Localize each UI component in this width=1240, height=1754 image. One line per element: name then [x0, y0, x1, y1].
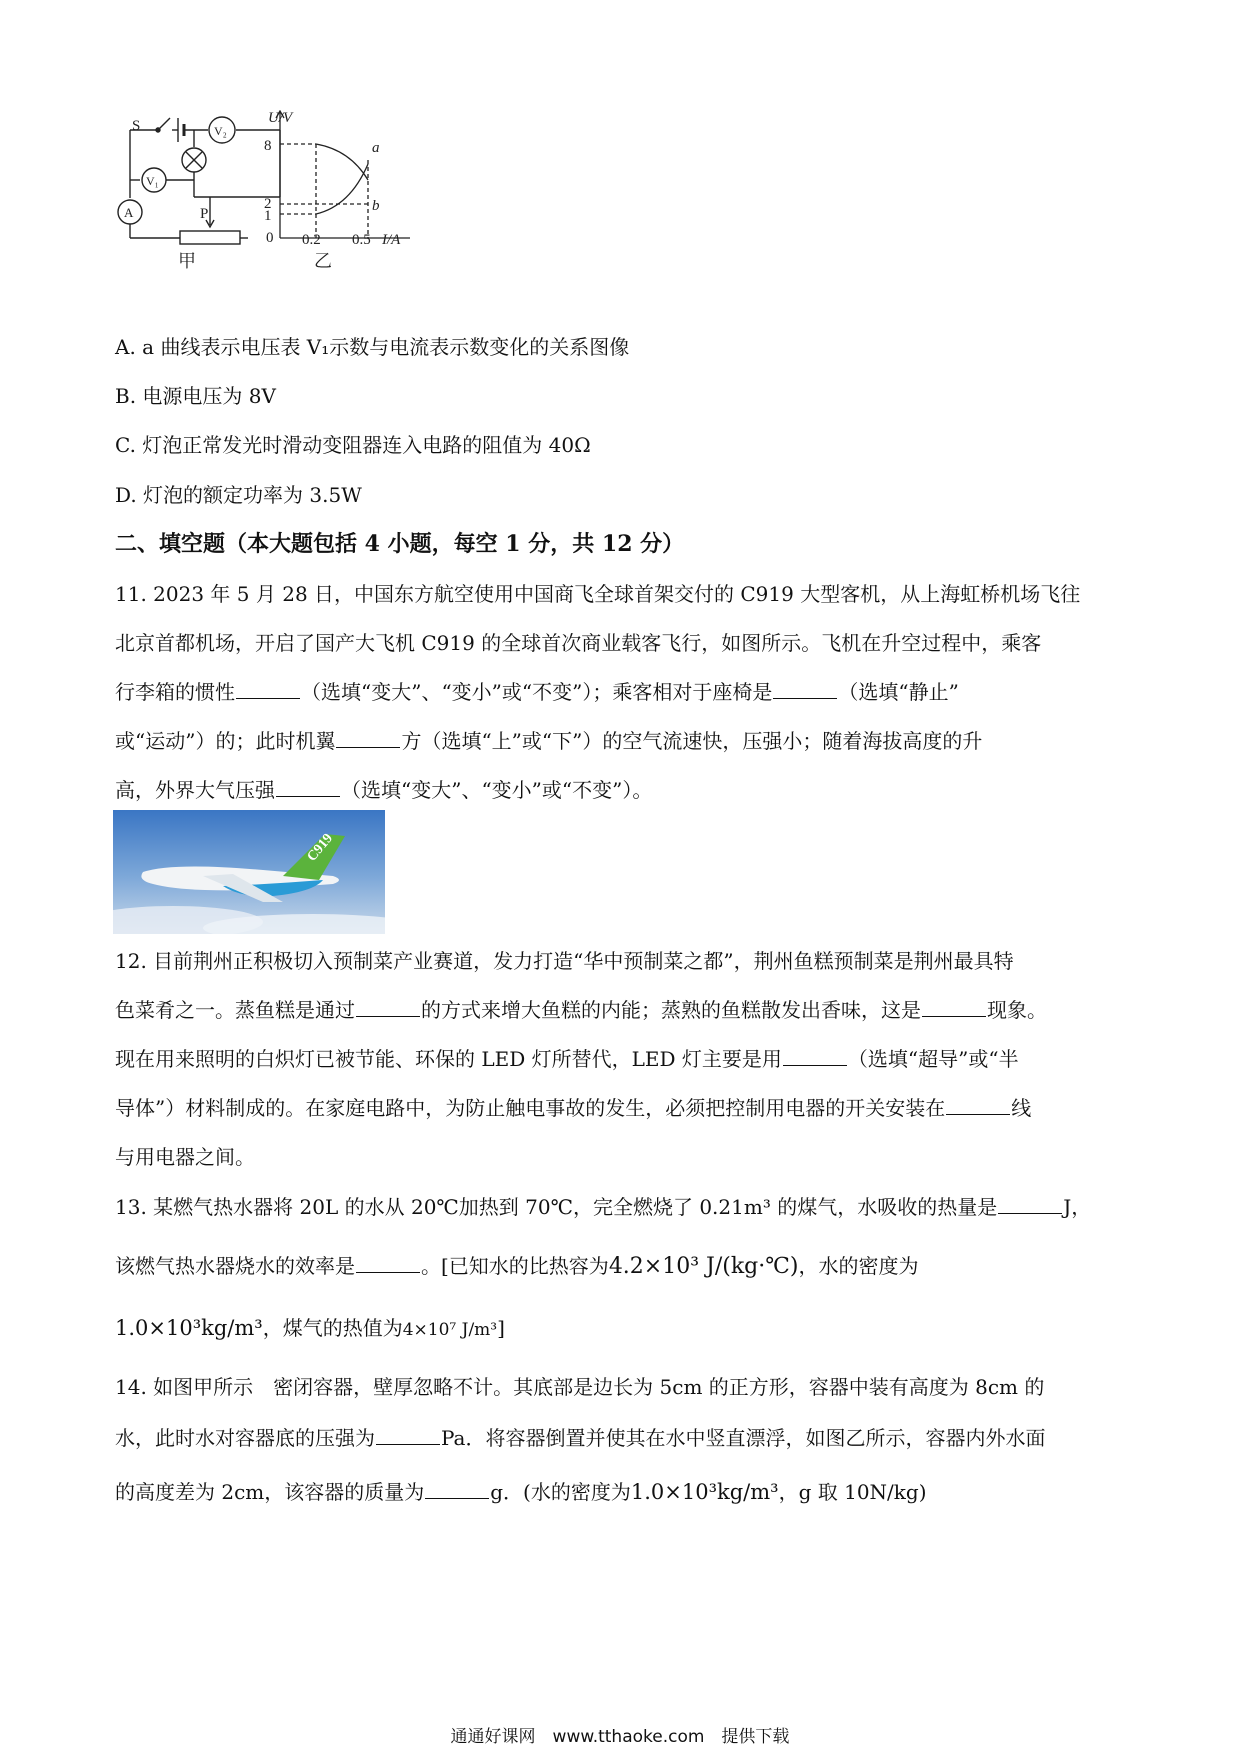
q12-l2-text-c: 现象。: [987, 998, 1047, 1022]
q14-l3-text-d: ，g 取 10N/kg): [778, 1480, 927, 1504]
answer-blank[interactable]: [376, 1426, 440, 1445]
section-heading: 二、填空题（本大题包括 4 小题，每空 1 分，共 12 分）: [115, 531, 685, 557]
q11-line-3: [115, 678, 959, 706]
q11-l3-text-c: （选填“静止”: [838, 680, 959, 704]
curve-b: [316, 164, 368, 214]
y-tick-8: 8: [264, 138, 272, 154]
q13-l2-text-d: ，水的密度为: [798, 1254, 919, 1278]
switch-label: S: [132, 118, 141, 134]
q13-l2-text-a: 该燃气热水器烧水的效率是: [115, 1254, 355, 1278]
q14-l2-text-b: Pa．将容器倒置并使其在水中竖直漂浮，如图乙所示，容器内外水面: [441, 1426, 1046, 1450]
q11-l3-text-a: 行李箱的惯性: [115, 680, 235, 704]
q12-l3-text-a: 现在用来照明的白炽灯已被节能、环保的 LED 灯所替代，LED 灯主要是用: [115, 1047, 782, 1071]
q12-l2-text-a: 色菜肴之一。蒸鱼糕是通过: [115, 998, 355, 1022]
answer-blank[interactable]: [236, 680, 300, 699]
q14-l3-text-a: 的高度差为 2cm，该容器的质量为: [115, 1480, 425, 1504]
q11-line-1: 11. 2023 年 5 月 28 日，中国东方航空使用中国商飞全球首架交付的 C919 大型客机，从上海虹桥机场飞往: [115, 582, 1081, 606]
q12-line-4: [115, 1094, 1031, 1122]
page-footer: 通通好课网 www.tthaoke.com 提供下载: [450, 1727, 790, 1747]
q12-l4-text-a: 导体”）材料制成的。在家庭电路中，为防止触电事故的发生，必须把控制用电器的开关安装在: [115, 1096, 946, 1120]
option-b: B. 电源电压为 8V: [115, 384, 276, 408]
q13-l1-text-b: J，: [1063, 1195, 1092, 1219]
answer-blank[interactable]: [425, 1480, 489, 1499]
option-a: A. a 曲线表示电压表 V₁示数与电流表示数变化的关系图像: [115, 335, 630, 359]
q11-line-5: [115, 776, 652, 804]
answer-blank[interactable]: [356, 1254, 420, 1273]
q11-l4-text-a: 或“运动”）的；此时机翼: [115, 729, 336, 753]
c919-plane-photo: [113, 810, 385, 934]
q13-specific-heat: 4.2×10³ J/(kg·℃): [608, 1254, 799, 1279]
slider-p-label: P: [200, 206, 209, 222]
q14-line-1: 14. 如图甲所示 密闭容器，壁厚忽略不计。其底部是边长为 5cm 的正方形，容器中装有高度为 8cm 的: [115, 1375, 1045, 1399]
q12-line-1: 12. 目前荆州正积极切入预制菜产业赛道，发力打造“华中预制菜之都”，荆州鱼糕预制菜是荆州最具特: [115, 949, 1014, 973]
figure-caption-jia: 甲: [178, 251, 196, 271]
answer-blank[interactable]: [773, 680, 837, 699]
meter-v2-label: V₂: [214, 124, 227, 138]
answer-blank[interactable]: [998, 1195, 1062, 1214]
answer-blank[interactable]: [922, 998, 986, 1017]
q13-gas-heat-value: 4×10⁷ J/m³: [402, 1320, 498, 1340]
q11-l5-text-b: （选填“变大”、“变小”或“不变”）。: [341, 778, 653, 802]
answer-blank[interactable]: [336, 729, 400, 748]
meter-a-label: A: [124, 205, 134, 220]
q14-line-3: [115, 1478, 927, 1506]
q13-line-3: [115, 1314, 505, 1344]
q13-water-density: 1.0×10³kg/m³: [115, 1316, 263, 1340]
y-tick-2: 2: [264, 196, 272, 212]
curve-a-label: a: [372, 140, 380, 156]
q12-l4-text-b: 线: [1011, 1096, 1032, 1120]
q11-l5-text-a: 高，外界大气压强: [115, 778, 275, 802]
x-tick-0-2: 0.2: [302, 232, 321, 248]
graph-labels: [264, 110, 401, 271]
q12-line-3: [115, 1045, 1019, 1073]
answer-blank[interactable]: [946, 1096, 1010, 1115]
q12-l2-text-b: 的方式来增大鱼糕的内能；蒸熟的鱼糕散发出香味，这是: [421, 998, 921, 1022]
meter-v1-label: V₁: [146, 174, 159, 188]
x-axis-label: I/A: [382, 232, 401, 248]
option-d: D. 灯泡的额定功率为 3.5W: [115, 483, 362, 507]
x-tick-0-5: 0.5: [352, 232, 371, 248]
q13-l1-text-a: 13. 某燃气热水器将 20L 的水从 20℃加热到 70℃，完全燃烧了 0.21m³ 的煤气，水吸收的热量是: [115, 1195, 998, 1219]
answer-blank[interactable]: [276, 778, 340, 797]
origin-label: 0: [266, 230, 274, 246]
q13-line-2: [115, 1252, 918, 1281]
q12-line-5: 与用电器之间。: [115, 1145, 255, 1169]
q11-line-2: 北京首都机场，开启了国产大飞机 C919 的全球首次商业载客飞行，如图所示。飞机在升空过程中，乘客: [115, 631, 1042, 655]
q13-l3-text-b: ，煤气的热值为: [262, 1316, 403, 1340]
q11-line-4: [115, 727, 982, 755]
q12-l3-text-b: （选填“超导”或“半: [847, 1047, 1019, 1071]
answer-blank[interactable]: [783, 1047, 847, 1066]
y-tick-1: 1: [264, 208, 272, 224]
q11-l4-text-b: 方（选填“上”或“下”）的空气流速快，压强小；随着海拔高度的升: [401, 729, 983, 753]
option-c: C. 灯泡正常发光时滑动变阻器连入电路的阻值为 40Ω: [115, 433, 591, 457]
q13-line-1: [115, 1193, 1091, 1221]
circuit-labels: [124, 118, 227, 271]
curve-b-label: b: [372, 198, 380, 214]
q14-l3-text-b: g．(水的密度为: [490, 1480, 631, 1504]
figure-caption-yi: 乙: [314, 251, 332, 271]
plane-tail-text: C919: [304, 831, 337, 865]
u-i-graph: [276, 111, 410, 238]
q14-line-2: [115, 1424, 1045, 1452]
q12-line-2: [115, 996, 1047, 1024]
circuit-diagram: [118, 117, 280, 244]
q11-l3-text-b: （选填“变大”、“变小”或“不变”）；乘客相对于座椅是: [301, 680, 773, 704]
q14-water-density: 1.0×10³kg/m³: [630, 1480, 779, 1504]
q13-l2-text-b: 。[已知水的比热容为: [421, 1254, 609, 1278]
circuit-and-graph-figure: [110, 110, 470, 310]
q13-l3-text-d: ]: [497, 1316, 505, 1340]
curve-a: [316, 144, 368, 180]
answer-blank[interactable]: [356, 998, 420, 1017]
y-axis-label: U/V: [268, 110, 293, 126]
q14-l2-text-a: 水，此时水对容器底的压强为: [115, 1426, 375, 1450]
